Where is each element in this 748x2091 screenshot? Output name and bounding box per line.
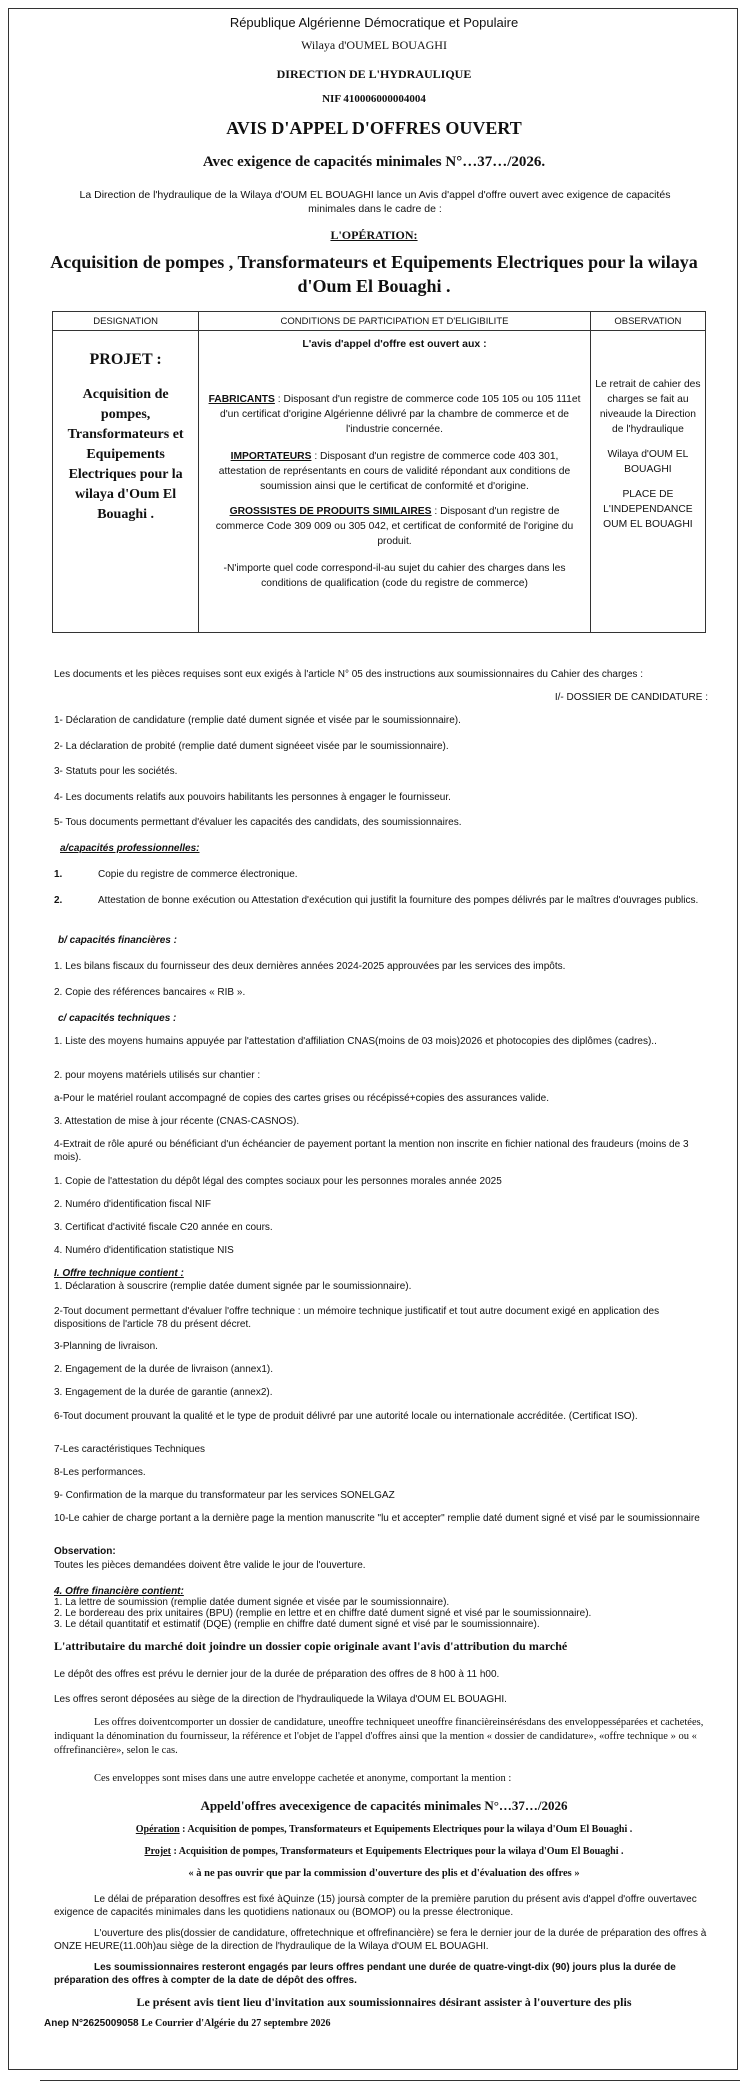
list-item: 1. Liste des moyens humains appuyée par l'attestation d'affiliation CNAS(moins de 03 mois)2026 et photocopies des diplômes (cadres).. — [54, 1036, 657, 1047]
list-item: 1- Déclaration de candidature (remplie daté dument signée et visée par le soumissionnaire). — [54, 715, 461, 726]
nif: NIF 410006000004004 — [322, 93, 426, 105]
cachetee-text: Ces enveloppes sont mises dans une autre enveloppe cachetée et anonyme, comportant la mention : — [94, 1773, 512, 1784]
open-to-label: L'avis d'appel d'offre est ouvert aux : — [302, 338, 487, 350]
grossistes-label: GROSSISTES DE PRODUITS SIMILAIRES — [229, 506, 432, 517]
publication-footer: Anep N°2625009058 Le Courrier d'Algérie du 27 septembre 2026 — [44, 2018, 331, 2029]
list-item: 3- Statuts pour les sociétés. — [54, 766, 178, 777]
delai-text: Le délai de préparation desoffres est fixé àQuinze (15) joursà compter de la première parution du présent avis d'appel d'offre ouvertavec exigence de capacités minimales dans les quotidiens nationaux ou (BOMOP) ou la presse électronique. — [54, 1894, 697, 1918]
list-item: 9- Confirmation de la marque du transformateur par les services SONELGAZ — [54, 1490, 395, 1501]
observation-wilaya: Wilaya d'OUM EL BOUAGHI — [607, 449, 689, 475]
capacites-techniques-heading: c/ capacités techniques : — [58, 1013, 177, 1024]
list-item: 2- La déclaration de probité (remplie daté dument signéeet visée par le soumissionnaire). — [54, 741, 449, 752]
capacites-financieres-heading: b/ capacités financières : — [58, 935, 177, 946]
notice-title: AVIS D'APPEL D'OFFRES OUVERT — [226, 118, 522, 138]
list-item: 2. Attestation de bonne exécution ou Attestation d'exécution qui justifit la fourniture des pompes délivrés par le maîtres d'ouvrages publics. — [54, 895, 699, 906]
list-item: 8-Les performances. — [54, 1467, 146, 1478]
notice-subtitle: Avec exigence de capacités minimales N°…37…/2026. — [202, 154, 546, 170]
bottom-rule — [40, 2080, 740, 2081]
observation-place: PLACE DE L'INDEPENDANCE OUM EL BOUAGHI — [603, 489, 693, 530]
importateurs-item — [207, 449, 582, 494]
importateurs-text: : Disposant d'un registre de commerce code 403 301, attestation de représentants en cours de validité répondant aux conditions de soumission ainsi que le certificat de conformité et d'origine. — [218, 451, 571, 492]
fabricants-label: FABRICANTS — [208, 394, 275, 405]
invitation-text: Le présent avis tient lieu d'invitation aux soumissionnaires désirant assister à l'ouverture des plis — [136, 1995, 632, 2009]
engages-text: Les soumissionnaires resteront engagés par leurs offres pendant une durée de quatre-vingt-dix (90) jours plus la durée de préparation des offres à compter de la date de dépôt des offres. — [54, 1962, 676, 1986]
list-item: 4- Les documents relatifs aux pouvoirs habilitants les personnes à engager le fournisseur. — [54, 792, 451, 803]
list-item: a-Pour le matériel roulant accompagné de copies des cartes grises ou récépissé+copies des assurances valide. — [54, 1093, 549, 1104]
list-item: 1. Copie du registre de commerce électronique. — [54, 869, 298, 880]
observation-text: Toutes les pièces demandées doivent être valide le jour de l'ouverture. — [54, 1560, 366, 1571]
observation-cell — [590, 331, 705, 633]
list-item: 6-Tout document prouvant la qualité et le type de produit délivré par une autorité locale ou internationale accréditée. (Certificat ISO). — [54, 1411, 638, 1422]
importateurs-label: IMPORTATEURS — [230, 451, 312, 462]
projet-label: PROJET : — [89, 351, 162, 368]
list-item: 3. Attestation de mise à jour récente (CNAS-CASNOS). — [54, 1116, 300, 1127]
col-designation: DESIGNATION — [53, 312, 199, 331]
grossistes-text: : Disposant d'un registre de commerce Code 309 009 ou 305 042, et certificat de conformité de l'origine du produit. — [215, 506, 574, 547]
list-item: 2. Copie des références bancaires « RIB ». — [54, 987, 246, 998]
list-item: 2. Engagement de la durée de livraison (annex1). — [54, 1364, 274, 1375]
list-item: 3. Le détail quantitatif et estimatif (DQE) (remplie en chiffre daté dument signé et visé par le soumissionnaire). — [54, 1619, 540, 1630]
conditions-cell — [199, 331, 591, 633]
operation-label: L'OPÉRATION: — [330, 228, 418, 242]
conditions-table — [52, 311, 706, 633]
enveloppes-text: Les offres doiventcomporter un dossier de candidature, uneoffre techniqueet uneoffre financièreinsérésdans des enveloppesséparées et cachetées, indiquant la dénomination du fournisseur, la référence et l'objet de l'appel d'offres ainsi que la mention « dossier de candidature», «offre technique » ou « offrefinancière», selon le cas. — [54, 1717, 704, 1756]
fabricants-text: : Disposant d'un registre de commerce code 105 105 ou 105 111et d'un certificat d'origine Algérienne délivré par la chambre de commerce et de l'industrie concernée. — [219, 394, 581, 435]
wilaya-header: Wilaya d'OUMEL BOUAGHI — [301, 38, 447, 52]
direction-header: DIRECTION DE L'HYDRAULIQUE — [276, 67, 472, 81]
envelope-title: Appeld'offres avecexigence de capacités minimales N°…37…/2026 — [200, 1798, 568, 1813]
col-observation: OBSERVATION — [590, 312, 705, 331]
republic-header: République Algérienne Démocratique et Populaire — [229, 15, 519, 30]
dossier-candidature-heading: I/- DOSSIER DE CANDIDATURE : — [554, 692, 708, 703]
ouverture-text: L'ouverture des plis(dossier de candidature, offretechnique et offrefinancière) se fera le dernier jour de la durée de préparation des offres à ONZE HEURE(11.00h)au siège de la direction de l'hydraulique de la Wilaya d'OUM EL BOUAGHI. — [54, 1928, 707, 1952]
intro-paragraph: La Direction de l'hydraulique de la Wilaya d'OUM EL BOUAGHI lance un Avis d'appel d'offre ouvert avec exigence de capacités minimales dans le cadre de : — [79, 189, 671, 215]
depot-text: Le dépôt des offres est prévu le dernier jour de la durée de préparation des offres de 8 h00 à 11 h00. — [54, 1669, 500, 1680]
list-item: 4. Numéro d'identification statistique NIS — [54, 1245, 234, 1256]
fabricants-item — [207, 392, 582, 437]
offres-deposees-text: Les offres seront déposées au siège de la direction de l'hydrauliquede la Wilaya d'OUM EL BOUAGHI. — [54, 1694, 507, 1705]
list-item: 4-Extrait de rôle apuré ou bénéficiant d'un échéancier de payement portant la mention non inscrite en fichier national des fraudeurs (moins de 3 mois). — [54, 1139, 689, 1163]
attributaire-note: L'attributaire du marché doit joindre un dossier copie originale avant l'avis d'attribution du marché — [54, 1639, 568, 1653]
projet-text: Acquisition de pompes, Transformateurs et Equipements Electriques pour la wilaya d'Oum El Bouaghi . — [67, 387, 184, 522]
observation-heading: Observation: — [54, 1546, 116, 1557]
list-item: 3. Engagement de la durée de garantie (annex2). — [54, 1387, 273, 1398]
list-item: 10-Le cahier de charge portant a la dernière page la mention manuscrite "lu et accepter" remplie daté dument signé et visé par le soumissionnaire — [54, 1513, 700, 1524]
offre-technique-heading: I. Offre technique contient : — [54, 1268, 184, 1279]
list-item: 2. Numéro d'identification fiscal NIF — [54, 1199, 211, 1210]
operation-title: Acquisition de pompes , Transformateurs et Equipements Electriques pour la wilaya d'Oum El Bouaghi . — [50, 252, 698, 296]
col-conditions: CONDITIONS DE PARTICIPATION ET D'ELIGIBILITE — [199, 312, 591, 331]
list-item: 1. Déclaration à souscrire (remplie datée dument signée par le soumissionnaire). — [54, 1281, 412, 1292]
envelope-operation: Opération : Acquisition de pompes, Transformateurs et Equipements Electriques pour la wilaya d'Oum El Bouaghi . — [135, 1824, 633, 1835]
list-item: 1. Copie de l'attestation du dépôt légal des comptes sociaux pour les personnes morales année 2025 — [54, 1176, 502, 1187]
envelope-projet: Projet : Acquisition de pompes, Transformateurs et Equipements Electriques pour la wilaya d'Oum El Bouaghi . — [144, 1846, 624, 1857]
list-item: 2. pour moyens matériels utilisés sur chantier : — [54, 1070, 261, 1081]
list-item: 2. Le bordereau des prix unitaires (BPU) (remplie en lettre et en chiffre daté dument signé et visé par le soumissionnaire). — [54, 1608, 592, 1619]
ne-pas-ouvrir: « à ne pas ouvrir que par la commission d'ouverture des plis et d'évaluation des offres » — [188, 1868, 580, 1879]
offre-financiere-heading: 4. Offre financière contient: — [54, 1586, 184, 1597]
list-item: 3. Certificat d'activité fiscale C20 année en cours. — [54, 1222, 273, 1233]
observation-text: Le retrait de cahier des charges se fait au niveaude la Direction de l'hydraulique — [595, 379, 701, 435]
list-item: 2-Tout document permettant d'évaluer l'offre technique : un mémoire technique justificatif et tout autre document exigé en application des dispositions de l'article 78 du présent décret. — [54, 1306, 660, 1330]
capacites-professionnelles-heading: a/capacités professionnelles: — [60, 843, 200, 854]
docs-intro: Les documents et les pièces requises sont eux exigés à l'article N° 05 des instructions aux soumissionnaires du Cahier des charges : — [54, 669, 643, 680]
grossistes-item — [207, 504, 582, 549]
list-item: 5- Tous documents permettant d'évaluer les capacités des candidats, des soumissionnaires. — [54, 817, 462, 828]
any-code-note: -N'importe quel code correspond-il-au sujet du cahier des charges dans les conditions de qualification (code du registre de commerce) — [223, 563, 566, 589]
list-item: 7-Les caractéristiques Techniques — [54, 1444, 206, 1455]
list-item: 3-Planning de livraison. — [54, 1341, 158, 1352]
list-item: 1. Les bilans fiscaux du fournisseur des deux dernières années 2024-2025 approuvées par les services des impôts. — [54, 961, 566, 972]
list-item: 1. La lettre de soumission (remplie datée dument signée et visée par le soumissionnaire). — [54, 1597, 450, 1608]
designation-cell — [53, 331, 199, 633]
